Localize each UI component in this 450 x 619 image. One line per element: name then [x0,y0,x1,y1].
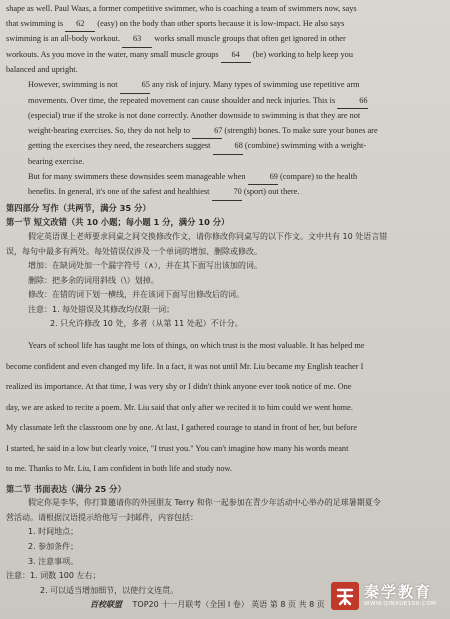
instruction-line: 增加：在缺词处加一个漏字符号（∧），并在其下面写出该加的词。 [28,261,262,271]
exam-page [6,2,446,601]
answer-blank[interactable]: 62 [65,17,95,33]
footer-page-text: TOP20 十一月联考（全国 I 卷） 英语 第 8 页 共 8 页 [132,600,325,609]
answer-blank[interactable]: 69 [248,170,278,186]
section2-note-2: 2. 可以适当增加细节，以使行文连贯。 [40,585,179,595]
passage-paragraph-2 [6,78,446,170]
error-correction-essay [6,336,446,480]
word-hint: (strength) [222,125,257,135]
logo-name: 秦学教育 [364,583,433,601]
footer-exam-info [90,599,325,610]
section1-title: 第一节 短文改错（共 10 小题；每小题 1 分，满分 10 分） [6,217,230,228]
instruction-line: 误，每句中最多有两处。每处错误仅涉及一个单词的增加、删除或修改。 [6,246,262,256]
watermark-logo [330,579,446,613]
section1-note-2: 2. 只允许修改 10 处，多者（从第 11 处起）不计分。 [50,319,243,329]
line-text: getting the exercises they need, the researchers suggest [28,141,213,151]
word-hint: (combine) [242,141,280,151]
line-text: to the health [314,171,358,181]
essay-line: to me. Thanks to Mr. Liu, I am confident in both life and study now. [6,464,233,474]
passage-line [6,17,446,33]
section2-intro-1: 假定你是李华，你打算邀请你的外国朋友 Terry 和你一起参加在青少年活动中心举办的足球暑期夏令 [28,498,381,508]
section1-instructions [6,230,446,303]
section1-note-1: 注意：1. 每处错误及其修改均仅限一词； [28,304,175,314]
answer-blank[interactable]: 70 [212,185,242,201]
passage-paragraph-3 [6,170,446,201]
word-hint: (easy) [95,18,118,28]
footer-brand: 百校联盟 [90,599,122,609]
passage-line [6,170,446,186]
logo-mark-icon [330,581,360,611]
answer-blank[interactable]: 67 [192,124,222,140]
line-text: swimming with a weight- [279,141,367,151]
instruction-line: 假定英语课上老师要求同桌之间交换修改作文，请你修改你同桌写的以下作文。文中共有 10 处语言错 [28,231,388,241]
section2-title: 第二节 书面表达（满分 25 分） [6,483,126,494]
section2-note-1: 注意：1. 词数 100 左右； [6,571,101,581]
answer-blank[interactable]: 68 [213,139,243,155]
passage-line [6,124,446,140]
answer-blank[interactable]: 65 [120,78,150,94]
essay-line: become confident and even changed my life. In a fact, it was not until Mr. Liu became my English teacher I [6,361,364,371]
passage-line [6,94,446,110]
line-text: weight-bearing exercises. So, they do not help to [28,125,193,135]
essay-line: My classmate left the classroom one by one. At last, I gathered courage to stand in front of her, but before [6,423,358,433]
line-text: However, swimming is not [28,79,120,89]
line-text: working to help keep you [266,49,353,59]
word-hint: (sport) [241,187,267,197]
line-text: swimming is an all-body workout. [6,34,123,44]
instruction-line: 修改：在错的词下划一横线，并在该词下面写出修改后的词。 [28,290,244,300]
line-text: But for many swimmers these downsides seem manageable when [28,171,248,181]
section2-intro-2: 营活动。请根据汉语提示给他写一封邮件，内容包括： [6,512,198,522]
line-text: bones. To make sure your bones are [256,125,378,135]
logo-url: WWW.QINXUE100.COM [364,601,437,607]
instruction-line: 删除：把多余的词用斜线（\）划掉。 [28,275,159,285]
passage-line: balanced and upright. [6,65,78,75]
part4-title: 第四部分 写作（共两节，满分 35 分） [6,202,151,213]
passage-paragraph-1 [6,2,446,78]
passage-line [6,139,446,155]
line-text: movements. Over time, the repeated movement can cause shoulder and neck injuries. This is [28,95,338,105]
line-text: workouts. As you move in the water, many small muscle groups [6,49,221,59]
line-text: benefits. In general, it's one of the safest and healthiest [28,187,212,197]
passage-line [6,185,446,201]
essay-line: realized its importance. At that time, I was very shy or I didn't think anyone ever took notice of me. One [6,382,352,392]
passage-line: shape as well. Paul Waas, a former competitive swimmer, who is coaching a team of swimmers now, says [6,4,357,13]
essay-line: Years of school life has taught me lots of things, on which trust is the most valuable. It has helped me [28,341,365,351]
passage-line [6,78,446,94]
answer-blank[interactable]: 63 [122,32,152,48]
section2-point-2: 2. 参加条件； [28,541,79,551]
essay-line: day, we are asked to recite a poem. Mr. Liu said that only after we recited it to him could we went home. [6,402,353,412]
section2-point-3: 3. 注意事项。 [28,556,79,566]
section2-point-1: 1. 时间地点； [28,527,79,537]
line-text: out there. [266,187,300,197]
passage-line [6,48,446,64]
passage-line: bearing exercise. [28,156,85,166]
passage-line [6,32,446,48]
line-text: works small muscle groups that often get ignored in other [152,34,346,44]
line-text: on the body than other sports because it is low-impact. He also says [117,18,345,28]
line-text: that swimming is [6,18,66,28]
line-text: any risk of injury. Many types of swimming use repetitive arm [149,79,360,89]
word-hint: (be) [250,49,267,59]
logo-text [364,584,436,608]
passage-line: (especial) true if the stroke is not done correctly. Another downside to swimming is that they are not [28,111,361,121]
answer-blank[interactable]: 66 [337,94,367,110]
answer-blank[interactable]: 64 [221,48,251,64]
essay-line: I started, he said in a low but clearly voice, "I trust you." You can't imagine how many his words meant [6,443,349,453]
word-hint: (compare) [277,171,315,181]
